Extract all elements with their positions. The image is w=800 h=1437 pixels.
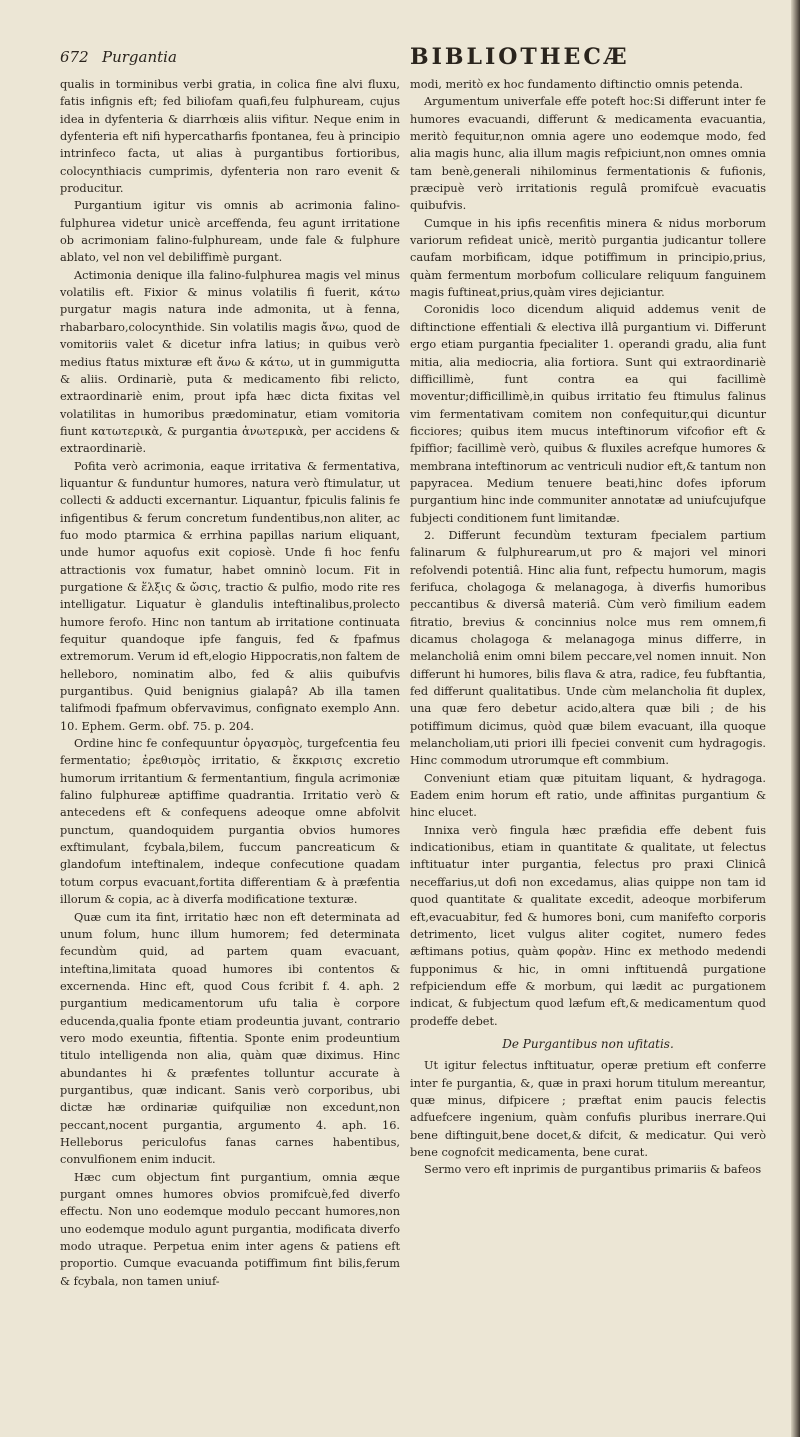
left-text-column (60, 76, 400, 1290)
running-title: Purgantia (102, 48, 177, 66)
page-header (60, 46, 760, 74)
paragraph: Hæc cum objectum fint purgantium, omnia æque purgant omnes humores obvios promifcuè,fed diverfo effectu. Non uno eodemque modulo peccant humores,non uno eodemque modulo agunt purgantia, modificata diverfo modo utraque. Perpetua enim inter agens & patiens eft proportio. Cumque evacuanda potiffimum fint bilis,ferum & fcybala, non tamen uniuf- (60, 1170, 400, 1288)
paragraph: Argumentum univerfale effe poteft hoc:Si differunt inter fe humores evacuandi, differunt & medicamenta evacuantia, meritò fequitur,non omnia agere uno eodemque modo, fed alia magis hunc, alia illum magis refpiciunt,non omnes omnia tam benè,generali nihilominus fermentationis & fufionis, præcipuè verò irritationis regulâ promifcuè evacuatis quibufvis. (410, 95, 766, 213)
paragraph: Actimonia denique illa falino-fulphurea magis vel minus volatilis eft. Fixior & minus volatilis fi fuerit, κάτω purgatur magis natura inde admonita, ut à fenna, rhabarbaro,colocynthide. Sin volatilis magis ἄνω, quod de vomitoriis valet & dicetur infra latius; in quibus verò medius ftatus mixturæ eft ἄνω & κάτω, ut in gummigutta & aliis. Ordinariè, puta & medicamento fibi relicto, extraordinariè enim, prout ipfa hæc dicta fixitas vel volatilitas in humoribus prædominatur, etiam vomitoria fiunt κατωτερικὰ, & purgantia ἀνωτερικὰ, per accidens & extraordinariè. (60, 268, 400, 456)
paragraph: Innixa verò fingula hæc præfidia effe debent fuis indicationibus, etiam in quantitate & qualitate, ut felectus inftituatur inter purgantia, felectus pro praxi Clinicâ neceffarius,ut dofi non excedamus, alias quippe non tam id quod quantitate & qualitate excedit, adeoque morbiferum eft,evacuabitur, fed & humores boni, cum manifefto corporis detrimento, licet vulgus aliter cogitet, numero fedes æftimans potius, quàm φορὰν. Hinc ex methodo medendi fupponimus & hic, in omni inftituendâ purgatione refpiciendum effe & morbum, qui lædit ac purgationem indicat, & fubjectum quod læfum eft,& medicamentum quod prodeffe debet. (410, 823, 766, 1028)
paragraph: Ut igitur felectus inftituatur, operæ pretium eft conferre inter fe purgantia, &, quæ in praxi horum titulum mereantur, quæ minus, difpicere ; præftat enim paucis felectis adfuefcere ingenium, quàm confufis pluribus inerrare.Qui bene diftinguit,bene docet,& difcit, & medicatur. Qui verò bene cognofcit medicamenta, bene curat. (410, 1059, 766, 1159)
paragraph: Pofita verò acrimonia, eaque irritativa & fermentativa, liquantur & funduntur humores, natura verò ftimulatur, ut collecti & adducti excernantur. Liquantur, fpiculis falinis fe infigentibus & ferum concretum fundentibus,non aliter, ac fuo modo ptarmica & errhina papillas narium eliquant, unde humor aquofus exit copiosè. Unde fi hoc fenfu attractionis vox fumatur, habet omninò locum. Fit in purgatione & ἕλξις & ὤσις, tractio & pulfio, modo rite res intelligatur. Liquatur è glandulis inteftinalibus,prolecto humore ferofo. Hinc non tantum ab irritatione continuata fequitur quandoque ipfe fanguis, fed & fpafmus extremorum. Verum id eft,elogio Hippocratis,non faltem de helleboro, nominatim albo, fed & aliis quibufvis purgantibus. Quid benignius gialapâ? Ab illa tamen talifmodi fpafmum obfervavimus, confignato exemplo Ann. 10. Ephem. Germ. obf. 75. p. 204. (60, 459, 400, 733)
paragraph: modi, meritò ex hoc fundamento diftinctio omnis petenda. (410, 78, 743, 91)
paragraph: Cumque in his ipfis recenfitis minera & nidus morborum variorum refideat unicè, meritò purgantia judicantur tollere caufam morbificam, idque potiffimum in principio,prius, quàm fermentum morbofum colliculare reliquum fanguinem magis fuftineat,prius,quàm vires dejiciantur. (410, 216, 766, 300)
page-number: 672 (60, 48, 89, 66)
paragraph: Sermo vero eft inprimis de purgantibus primariis & bafeos (424, 1163, 762, 1177)
paragraph: Purgantium igitur vis omnis ab acrimonia falino-fulphurea videtur unicè arceffenda, feu agunt irritatione ob acrimoniam falino-fulphuream, unde fale & fulphure ablato, vel non vel debiliffimè purgant. (60, 199, 400, 265)
paragraph: 2. Differunt fecundùm texturam fpecialem partium falinarum & fulphurearum,ut pro & majori vel minori refolvendi potentiâ. Hinc alia funt, refpectu humorum, magis ferifuca, cholagoga & melanagoga, à diverfis humoribus peccantibus & diversâ materiâ. Cùm verò fimilium eadem fitratio, brevius & concinnius nolce mus rem omnem,fi dicamus cholagoga & melanagoga minus differre, in melancholiâ enim omni bilem peccare,vel nomen innuit. Non differunt hi humores, bilis flava & atra, radice, feu fubftantia, fed differunt qualitatibus. Unde cùm melancholia fit duplex, una quæ fero debetur acido,altera quæ bili ; de his potiffimum dicimus, quòd quæ bilem evacuant, illa quoque melancholiam,uti priori illi fpeciei convenit cum hydragogis. Hinc commodum utrorumque eft commbium. (410, 528, 766, 768)
paragraph: Conveniunt etiam quæ pituitam liquant, & hydragoga. Eadem enim horum eft ratio, unde affinitas purgantium & hinc elucet. (410, 771, 766, 820)
paragraph: qualis in torminibus verbi gratia, in colica fine alvi fluxu, fatis infignis eft; fed biliofam quafi,feu fulphuream, cujus idea in dyfenteria & diarrhœis aliis vifitur. Neque enim in dyfenteria eft nifi hypercatharfis fpontanea, feu à principio intrinfeco facta, ut alias à purgantibus fortioribus, colocynthiacis cumprimis, dyfenteria non raro evenit & producitur. (60, 78, 400, 196)
paragraph: Coronidis loco dicendum aliquid addemus venit de diftinctione effentiali & electiva illâ purgantium vi. Differunt ergo etiam purgantia fpecialiter 1. operandi gradu, alia funt mitia, alia mediocria, alia fortiora. Sunt qui extraordinariè difficillimè, funt contra ea qui facillimè moventur;difficillimè,in quibus irritatio feu ftimulus falinus vim fermentativam comitem non confequitur,qui dicuntur ficciores; quibus item mucus inteftinorum vifcofior eft & fpiffior; facillimè verò, quibus & fluxiles acrefque humores & membrana inteftinorum ac ventriculi nudior eft,& tantum non papyracea. Medium tenuere beati,hinc dofes ipforum purgantium hinc inde communiter annotatæ ad uniufcujufque fubjecti conditionem funt limitandæ. (410, 303, 766, 525)
book-title: BIBLIOTHECÆ (410, 44, 630, 70)
right-text-column (410, 76, 766, 1179)
paragraph: Quæ cum ita fint, irritatio hæc non eft determinata ad unum folum, hunc illum humorem; fed determinata fecundùm quid, ad partem quam evacuant, inteftina,limitata quoad humores ibi contentos & excernenda. Hinc eft, quod Cous fcribit f. 4. aph. 2 purgantium medicamentorum ufu talia è corpore educenda,qualia fponte etiam prodeuntia juvant, contrario vero modo exeuntia, fiftentia. Sponte enim prodeuntium titulo intelligenda non alia, quàm quæ diximus. Hinc abundantes hi & præfentes tolluntur accurate à purgantibus, quæ indicant. Sanis verò corporibus, ubi dictæ hæ ordinariæ quifquiliæ non excedunt,non peccant,nocent purgantia, argumento 4. aph. 16. Helleborus periculofus fanas carnes habentibus, convulfionem enim inducit. (60, 910, 400, 1167)
paragraph: Ordine hinc fe confequuntur ὀργασμὸς, turgefcentia feu fermentatio; ἐρεθισμὸς irritatio, & ἔκκρισις excretio humorum irritantium & fermentantium, fingula acrimoniæ falino fulphureæ aptiffime quadrantia. Irritatio verò & antecedens eft & confequens adeoque omne abfolvit punctum, quandoquidem purgantia obvios humores exftimulant, fcybala,bilem, fuccum pancreaticum & glandofum inteftinalem, indeque confecutione quadam totum corpus evacuant,fortita differentiam & à præfentia illorum & copia, ac à diverfa modificatione texturæ. (60, 737, 400, 907)
page-edge-shadow (791, 0, 800, 1437)
section-heading: De Purgantibus non ufitatis. (502, 1036, 674, 1051)
